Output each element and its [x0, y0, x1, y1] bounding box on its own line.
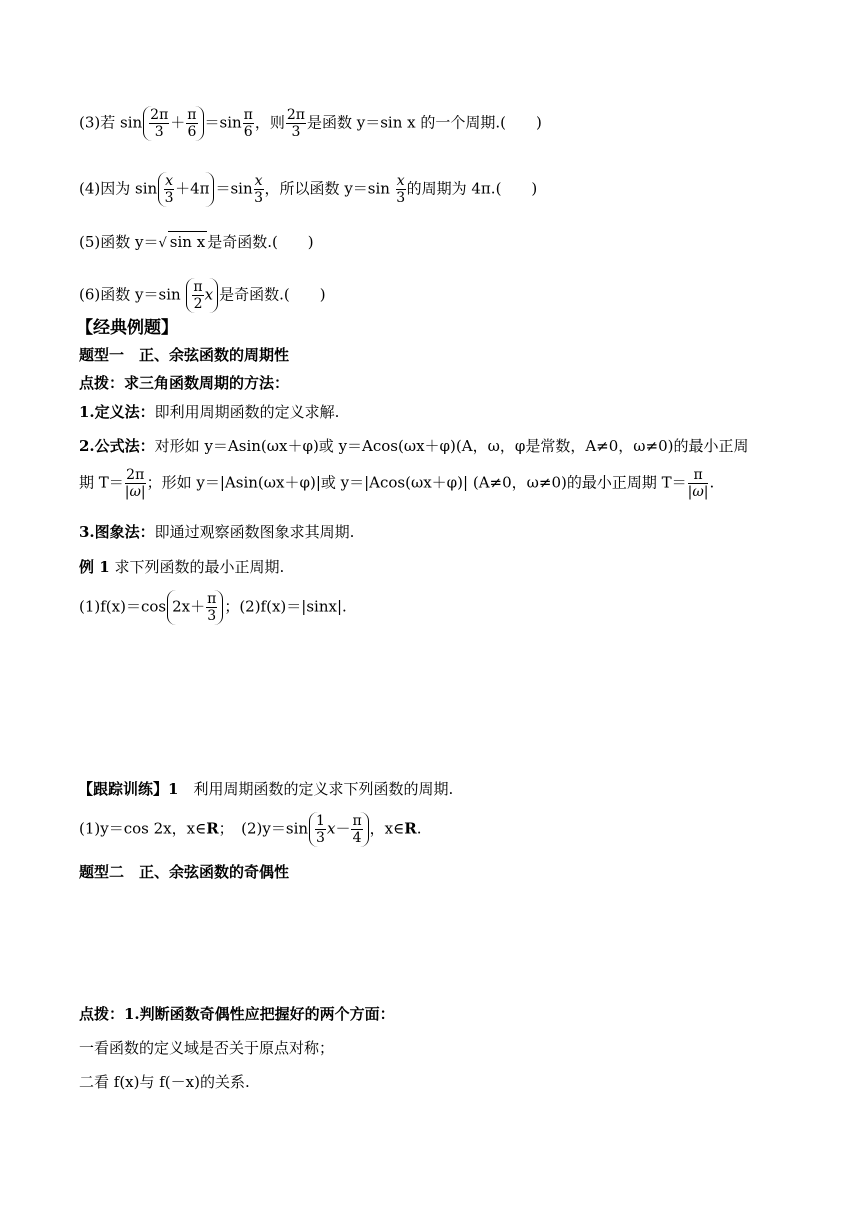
fraction: $\frac{2\pi}{3}$	[150, 107, 169, 140]
fraction: $\frac{2\pi}{3}$	[286, 107, 305, 140]
judge-item-6: (6)函数 y＝sin $\frac{\pi}{2}$ x 是奇函数.( )	[79, 279, 326, 312]
example-1-functions: (1)f(x)＝cos 2x＋ $\frac{\pi}{3}$ ；(2)f(x)＝|sinx|.	[79, 591, 347, 624]
paren-group: $\frac{1}{3}$ x－ $\frac{\pi}{4}$	[309, 812, 369, 847]
paren-group: 2x＋ $\frac{\pi}{3}$	[167, 590, 223, 625]
method-3: 3.图象法：即通过观察函数图象求其周期.	[79, 523, 355, 541]
judge-item-5: (5)函数 y＝√ sin x 是奇函数.( )	[79, 233, 314, 251]
type2-title: 题型二 正、余弦函数的奇偶性	[79, 863, 290, 881]
method-2: 2.公式法：对形如 y＝Asin(ωx＋φ)或 y＝Acos(ωx＋φ)(A，ω，φ是常数，A≠0，ω≠0)的最小正周	[79, 437, 749, 455]
fraction: $\frac{\pi}{6}$	[243, 107, 253, 140]
type2-line-2: 二看 f(x)与 f(－x)的关系.	[79, 1073, 250, 1091]
judge-item-4: (4)因为 sin $\frac{x}{3}$ ＋4π ＝sin $\frac{x}{3}$ ，所以函数 y＝sin $\frac{x}{3}$ 的周期为 4π.( )	[79, 173, 538, 206]
paren-group: $\frac{\pi}{2}$ x	[186, 278, 218, 313]
paren-group: $\frac{x}{3}$ ＋4π	[158, 172, 214, 207]
type1-title: 题型一 正、余弦函数的周期性	[79, 346, 290, 364]
type2-tip: 点拨：1.判断函数奇偶性应把握好的两个方面：	[79, 1005, 395, 1023]
fraction: $\frac{\pi}{6}$	[187, 107, 197, 140]
judge-item-3: (3)若 sin $\frac{2\pi}{3}$ ＋ $\frac{\pi}{6}$ ＝sin $\frac{\pi}{6}$ ，则 $\frac{2\pi}{3}$ 是函数 y＝sin x 的一个周期.( )	[79, 107, 542, 140]
method-1: 1.定义法：即利用周期函数的定义求解.	[79, 403, 340, 421]
section-title: 【经典例题】	[76, 318, 178, 338]
sqrt-icon: √	[158, 236, 167, 251]
method-2-cont: 期 T＝ $\frac{2\pi}{|\omega|}$ ；形如 y＝|Asin(ωx＋φ)|或 y＝|Acos(ωx＋φ)| (A≠0，ω≠0)的最小正周期 T＝ $\frac{\pi}{|\omega|}$ .	[79, 467, 715, 500]
type1-tip: 点拨：求三角函数周期的方法：	[79, 374, 290, 392]
example-1: 例 1 求下列函数的最小正周期.	[79, 558, 285, 576]
paren-group: $\frac{2\pi}{3}$ ＋ $\frac{\pi}{6}$	[143, 106, 203, 141]
type2-line-1: 一看函数的定义域是否关于原点对称；	[79, 1039, 335, 1057]
training-1-functions: (1)y＝cos 2x，x∈R； (2)y＝sin $\frac{1}{3}$ x－ $\frac{\pi}{4}$ ，x∈R.	[79, 813, 422, 846]
training-1: 【跟踪训练】1 利用周期函数的定义求下列函数的周期.	[78, 780, 454, 798]
